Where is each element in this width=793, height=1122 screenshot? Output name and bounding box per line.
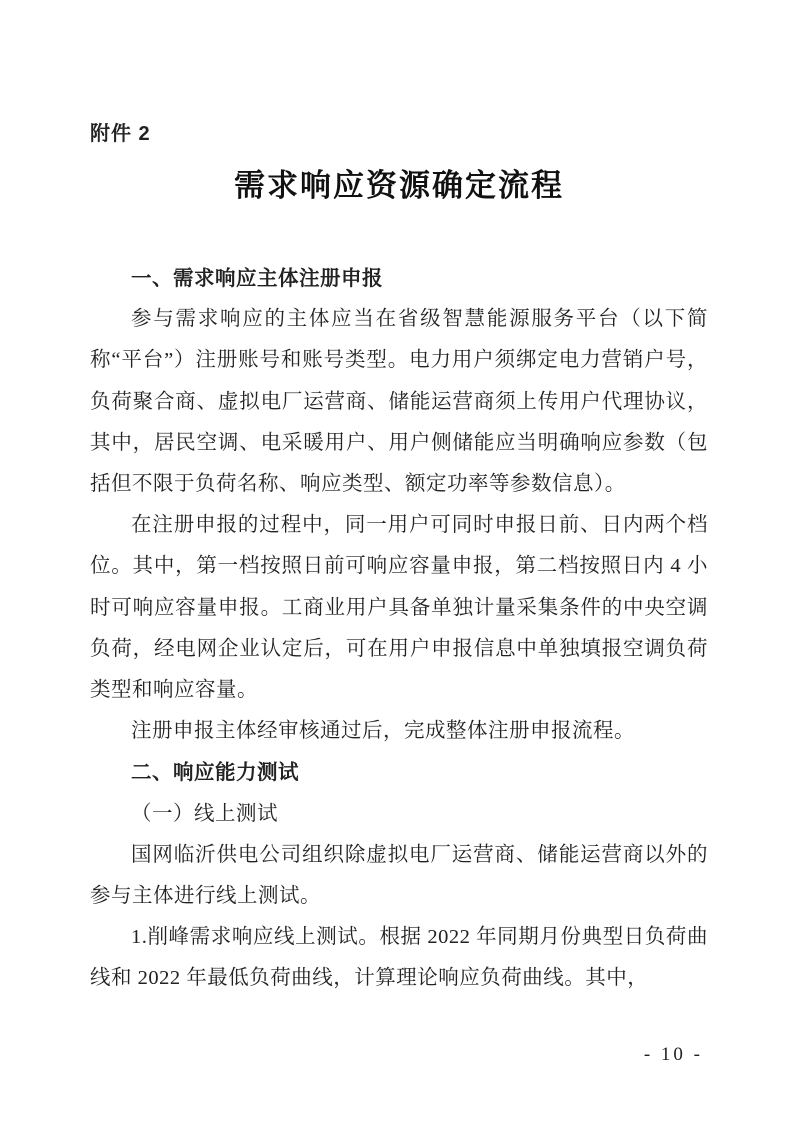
body-paragraph: 在注册申报的过程中，同一用户可同时申报日前、日内两个档位。其中，第一档按照日前可响应容量申报，第二档按照日内 4 小时可响应容量申报。工商业用户具备单独计量采集条件的中央空调负荷，经电网企业认定后，可在用户申报信息中单独填报空调负荷类型和响应容量。: [90, 514, 708, 702]
page-title: 需求响应资源确定流程: [234, 168, 564, 203]
body-paragraph: 参与需求响应的主体应当在省级智慧能源服务平台（以下简称“平台”）注册账号和账号类型。电力用户须绑定电力营销户号，负荷聚合商、虚拟电厂运营商、储能运营商须上传用户代理协议，其中，居民空调、电采暖用户、用户侧储能应当明确响应参数（包括但不限于负荷名称、响应类型、额定功率等参数信息）。: [90, 308, 708, 496]
body-paragraph: 注册申报主体经审核通过后，完成整体注册申报流程。: [131, 720, 635, 743]
body-paragraph: 国网临沂供电公司组织除虚拟电厂运营商、储能运营商以外的参与主体进行线上测试。: [90, 843, 708, 908]
section-heading: 一、需求响应主体注册申报: [131, 267, 383, 290]
section-heading: 二、响应能力测试: [131, 761, 299, 785]
document-body: [90, 258, 708, 1000]
page-number: - 10 -: [643, 1044, 703, 1065]
attachment-label: 附件 2: [90, 123, 151, 145]
section-subheading: （一）线上测试: [131, 802, 278, 825]
body-paragraph: 1.削峰需求响应线上测试。根据 2022 年同期月份典型日负荷曲线和 2022 年最低负荷曲线，计算理论响应负荷曲线。其中，: [90, 926, 708, 990]
